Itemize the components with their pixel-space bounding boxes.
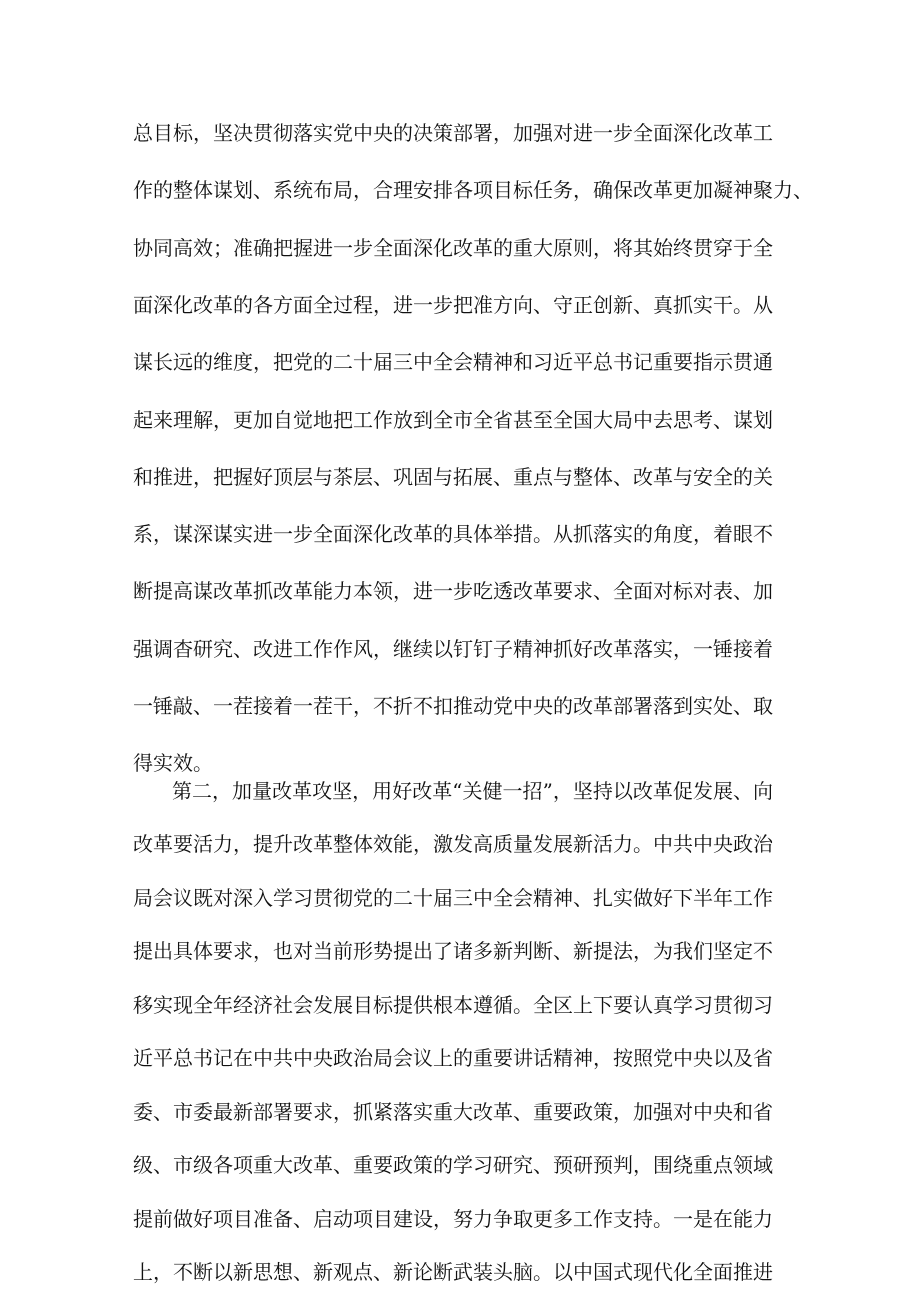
paragraph-line: 局会议既对深入学习贯彻党的二十届三中全会精神、扎实做好下半年工作 bbox=[133, 885, 773, 910]
paragraph-line: 得实效。 bbox=[133, 751, 213, 776]
paragraph-line: 委、市委最新部署要求，抓紧落实重大改革、重要政策，加强对中央和省 bbox=[133, 1099, 773, 1124]
paragraph-line: 和推进，把握好顶层与茶层、巩固与拓展、重点与整体、改革与安全的关 bbox=[133, 464, 773, 489]
paragraph-line: 系，谋深谋实进一步全面深化改革的具体举措。从抓落实的角度，着眼不 bbox=[133, 522, 773, 547]
paragraph-line: 协同高效；准确把握进一步全面深化改革的重大原则，将其始终贯穿于全 bbox=[133, 235, 773, 260]
paragraph-line: 第二，加量改革攻坚，用好改革“关健一招”，坚持以改革促发展、向 bbox=[172, 778, 773, 803]
paragraph-line: 总目标，坚决贯彻落实党中央的决策部署，加强对进一步全面深化改革工 bbox=[133, 121, 773, 145]
paragraph-line: 面深化改革的各方面全过程，进一步把准方向、守正创新、真抓实干。从 bbox=[133, 292, 773, 317]
paragraph-line: 谋长远的维度，把党的二十届三中全会精神和习近平总书记重要指示贯通 bbox=[133, 350, 773, 375]
paragraph-line: 近平总书记在中共中央政治局会议上的重要讲话精神，按照党中央以及省 bbox=[133, 1046, 773, 1070]
paragraph-line: 断提高谋改革抓改革能力本领，进一步吃透改革要求、全面对标对表、加 bbox=[133, 579, 773, 604]
paragraph-line: 作的整体谋划、系统布局，合理安排各项目标任务，确保改革更加凝神聚力、 bbox=[133, 178, 813, 203]
paragraph-line: 上，不断以新思想、新观点、新论断武装头脑。以中国式现代化全面推进 bbox=[133, 1260, 773, 1284]
paragraph-line: 级、市级各项重大改革、重要政策的学习研究、预研预判，围绕重点领域 bbox=[133, 1153, 773, 1177]
paragraph-line: 一锤敲、一茬接着一茬干，不折不扣推动党中央的改革部署落到实处、取 bbox=[133, 694, 773, 718]
paragraph-line: 提前做好项目准备、启动项目建设，努力争取更多工作支持。一是在能力 bbox=[133, 1206, 773, 1231]
paragraph-line: 移实现全年经济社会发展目标提供根本遵循。全区上下要认真学习贯彻习 bbox=[133, 992, 773, 1017]
paragraph-line: 强调杳研究、改进工作作风，继续以钉钉子精神抓好改革落实，一锤接着 bbox=[133, 636, 773, 661]
paragraph-line: 提出具体要求，也对当前形势提出了诸多新判断、新提法，为我们坚定不 bbox=[133, 939, 773, 963]
paragraph-line: 改革要活力，提升改革整体效能，激发高质量发展新活力。中共中央政治 bbox=[133, 832, 773, 856]
paragraph-line: 起来理解，更加自觉地把工作放到全市全省甚至全国大局中去思考、谋划 bbox=[133, 407, 773, 432]
